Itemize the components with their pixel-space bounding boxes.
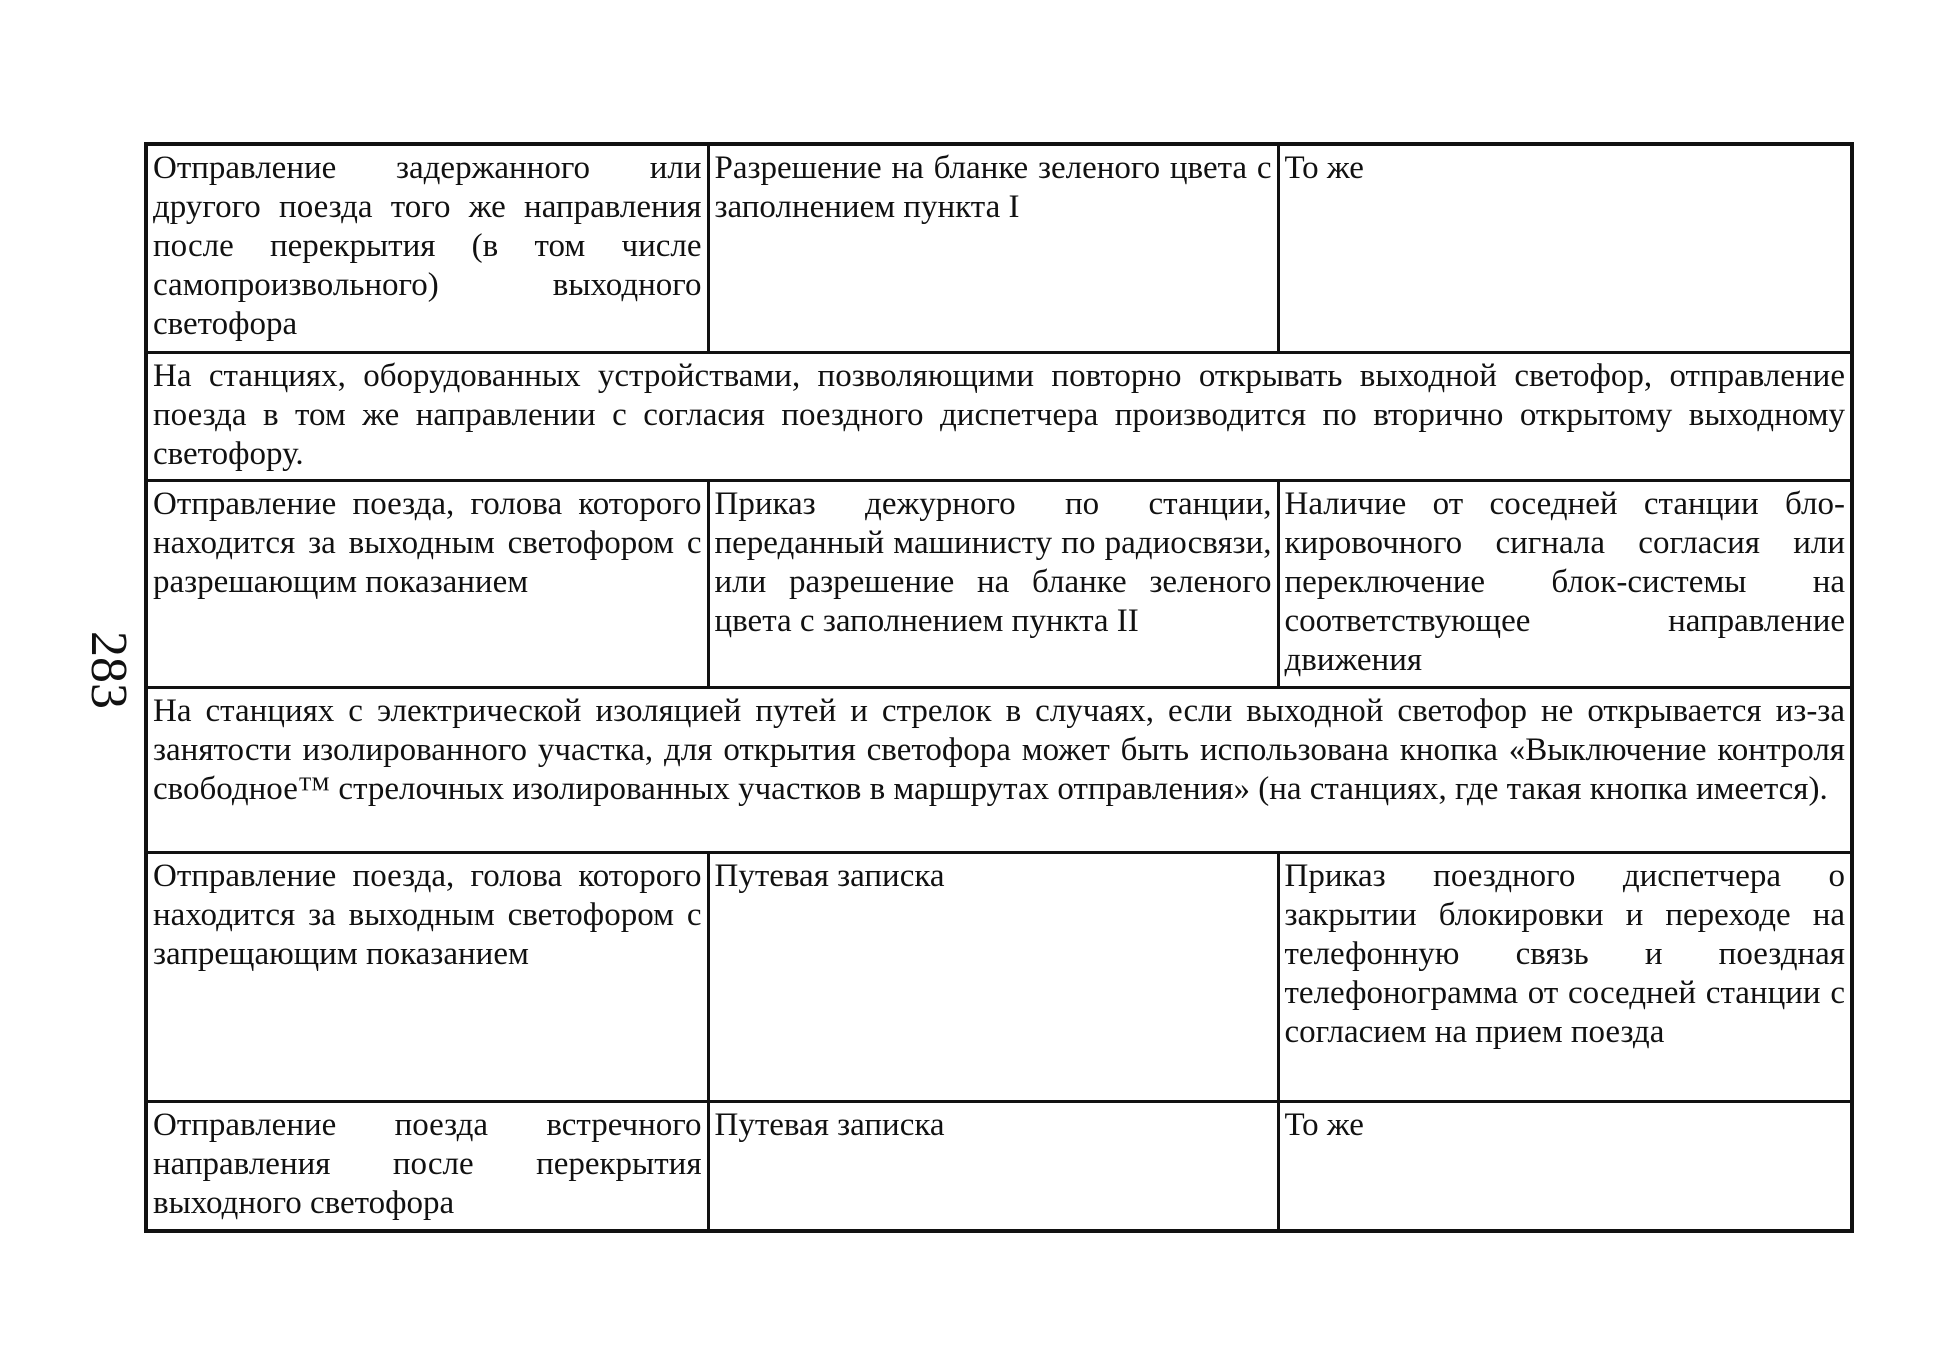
cell-case: Отправление поезда, голова которого находится за выходным светофором с запрещающим показанием <box>146 853 708 1102</box>
table-row <box>146 481 1852 688</box>
cell-case: Отправление поезда, голова которого находится за выходным светофором с разрешающим показанием <box>146 481 708 688</box>
cell-authorization: Путевая записка <box>708 1102 1278 1232</box>
document-table <box>144 142 1854 1233</box>
cell-condition: То же <box>1278 1102 1852 1232</box>
cell-case: Отправление задержанного или другого поезда того же направления после перекрытия (в том числе самопроизвольного) выходного светофора <box>146 144 708 353</box>
table-note-row <box>146 353 1852 481</box>
table-row <box>146 1102 1852 1232</box>
cell-authorization: Разрешение на бланке зеленого цвета с заполнением пункта I <box>708 144 1278 353</box>
cell-authorization: Приказ дежурного по станции, переданный машинисту по радиосвязи, или разрешение на бланке зеленого цвета с заполнением пункта II <box>708 481 1278 688</box>
note-text: На станциях, оборудованных устройствами, позволяющими повторно открывать выходной светофор, отправление поезда в том же направлении с согласия поездного диспетчера производится по вторично открытому выходному светофору. <box>146 353 1852 481</box>
page-number: 283 <box>80 631 137 709</box>
cell-condition: Наличие от соседней станции блокировочного сигнала согласия или переключение блок-системы на соответствующее направление движения <box>1278 481 1852 688</box>
cell-condition: Приказ поездного диспетчера о закрытии блокировки и переходе на телефонную связь и поездная телефонограмма от соседней станции с согласием на прием поезда <box>1278 853 1852 1102</box>
table-note-row <box>146 688 1852 853</box>
table-row <box>146 144 1852 353</box>
cell-authorization: Путевая записка <box>708 853 1278 1102</box>
note-text: На станциях с электрической изоляцией путей и стрелок в случаях, если выходной светофор не открывается из-за занятости изолированного участка, для открытия светофора может быть использована кнопка «Выключение контроля свободное™ стрелочных изолированных участков в маршрутах отправления» (на станциях, где такая кнопка имеется). <box>146 688 1852 853</box>
cell-condition: То же <box>1278 144 1852 353</box>
table-row <box>146 853 1852 1102</box>
cell-case: Отправление поезда встречного направления после перекрытия выходного светофора <box>146 1102 708 1232</box>
